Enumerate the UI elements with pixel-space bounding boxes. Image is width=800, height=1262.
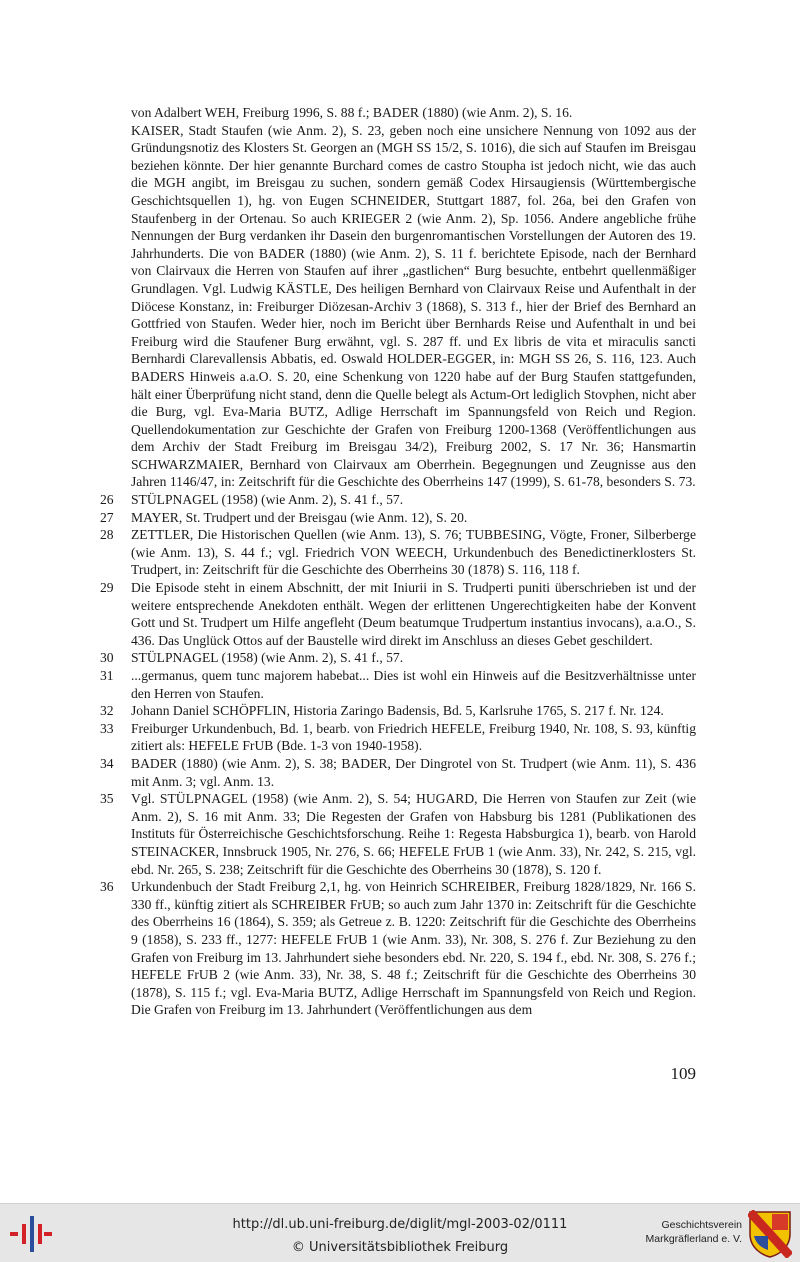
- footnote-36: [100, 878, 696, 1019]
- footnote-33: [100, 720, 696, 755]
- footnotes-block: [100, 104, 696, 1019]
- footnote-number: 34: [100, 755, 114, 771]
- footnote-number: 28: [100, 527, 114, 543]
- society-name-line2: Markgräflerland e. V.: [645, 1233, 742, 1245]
- footnote-number: 26: [100, 492, 114, 508]
- footnote-text: ZETTLER, Die Historischen Quellen (wie Anm. 13), S. 76; TUBBESING, Vögte, Froner, Silberberge (wie Anm. 13), S. 44 f.; vgl. Friedrich VON WEECH, Urkundenbuch des Benedictinerklosters St. Trudpert, in: Zeitschrift für die Geschichte des Oberrheins 30 (1878) S. 116, 118 f.: [131, 527, 696, 578]
- footnote-text: Vgl. STÜLPNAGEL (1958) (wie Anm. 2), S. 54; HUGARD, Die Herren von Staufen zur Zeit (wie Anm. 2), S. 16 mit Anm. 33; Die Regesten der Grafen von Habsburg bis 1281 (Publikationen des Instituts für Österreichische Geschichtsforschung. Reihe 1: Regesta Habsburgica 1), bearb. von Harold STEINACKER, Innsbruck 1905, Nr. 276, S. 66; HEFELE FrUB 1 (wie Anm. 33), Nr. 242, S. 215, vgl. ebd. Nr. 265, S. 238; Zeitschrift für die Geschichte des Oberrheins 30 (1878), S. 120 f.: [131, 791, 696, 877]
- footnote-number: 32: [100, 703, 114, 719]
- footnote-number: 31: [100, 668, 114, 683]
- footnote-text: MAYER, St. Trudpert und der Breisgau (wie Anm. 12), S. 20.: [131, 509, 468, 525]
- footnote-text: Urkundenbuch der Stadt Freiburg 2,1, hg. von Heinrich SCHREIBER, Freiburg 1828/1829, Nr. 166 S. 330 ff., künftig zitiert als SCHREIBER FrUB; so auch zum Jahr 1370 in: Zeitschrift für die Geschichte des Oberrheins 16 (1864), S. 359; als Getreue z. B. 1220: Zeitschrift für die Geschichte des Oberrheins 9 (1858), S. 233 ff., 1277: HEFELE FrUB 1 (wie Anm. 33), Nr. 308, S. 276 f. Zur Beziehung zu den Grafen von Freiburg im 13. Jahrhundert siehe besonders ebd. Nr. 220, S. 194 f., ebd. Nr. 308, S. 276 f.; HEFELE FrUB 2 (wie Anm. 33), Nr. 38, S. 48 f.; Zeitschrift für die Geschichte des Oberrheins 30 (1878), S. 115 f.; vgl. Eva-Maria BUTZ, Adlige Herrschaft im Spannungsfeld von Reich und Region. Die Grafen von Freiburg im 13. Jahrhundert (Veröffentlichungen aus dem: [131, 879, 696, 1018]
- footnote-text: Johann Daniel SCHÖPFLIN, Historia Zaringo Badensis, Bd. 5, Karlsruhe 1765, S. 217 f. Nr. 124.: [131, 703, 664, 719]
- page-number: 109: [670, 1064, 696, 1083]
- copyright-text: © Universitätsbibliothek Freiburg: [291, 1240, 509, 1255]
- coat-of-arms-icon[interactable]: [748, 1210, 792, 1258]
- footnote-28: [100, 526, 696, 579]
- footnote-32: [100, 702, 696, 720]
- footnote-number: 30: [100, 650, 114, 666]
- ub-freiburg-logo-icon[interactable]: [10, 1214, 52, 1254]
- footnote-number: 35: [100, 791, 114, 807]
- footnote-continuation-paragraph: KAISER, Stadt Staufen (wie Anm. 2), S. 23, geben noch eine unsichere Nennung von 1092 aus der Gründungsnotiz des Klosters St. Georgen an (MGH SS 15/2, S. 1016), die sich auf Staufen im Breisgau beziehen könnte. Der hier genannte Burchard comes de castro Stoupha ist jedoch nicht, wie das auch die MGH angibt, im Breisgau zu suchen, sondern gemäß Codex Hirsaugiensis (Württembergische Geschichtsquellen 1), hg. von Eugen SCHNEIDER, Stuttgart 1887, fol. 26a, bei den Grafen von Staufenberg in der Ortenau. So auch KRIEGER 2 (wie Anm. 2), Sp. 1056. Andere angebliche frühe Nennungen der Burg verdanken ihr Dasein den burgenromantischen Vorstellungen der Autoren des 19. Jahrhunderts. Die von BADER (1880) (wie Anm. 2), S. 11 f. berichtete Episode, nach der Bernhard von Clairvaux die Herren von Staufen auf ihrer „gastlichen“ Burg besuchte, entbehrt quellenmäßiger Grundlagen. Vgl. Ludwig KÄSTLE, Des heiligen Bernhard von Clairvaux Reise und Aufenthalt in der Diöcese Konstanz, in: Freiburger Diözesan-Archiv 3 (1868), S. 313 f., hier der Brief des Bernhard an Gottfried von Staufen. Weder hier, noch im Bericht über Bernhards Reise und Aufenthalt in und bei Freiburg wird die Staufener Burg erwähnt, vgl. S. 287 ff. und Ex libris de vita et miraculis sancti Bernhardi Clarevallensis Abbatis, ed. Oswald HOLDER-EGGER, in: MGH SS 26, S. 116, 123. Auch BADERS Hinweis a.a.O. S. 20, eine Schenkung von 1220 habe auf der Burg Staufen stattgefunden, hält einer Überprüfung nicht stand, denn die Quelle belegt als Actum-Ort lediglich Stovphen, nicht aber die Burg, vgl. Eva-Maria BUTZ, Adlige Herrschaft im Spannungsfeld von Reich und Region. Quellendokumentation zur Geschichte der Grafen von Freiburg 1200-1368 (Veröffentlichungen aus dem Archiv der Stadt Freiburg im Breisgau 34/2), Freiburg 2002, S. 17 Nr. 36; Hansmartin SCHWARZMAIER, Bernhard von Clairvaux am Oberrhein. Begegnungen und Zeugnisse aus den Jahren 1146/47, in: Zeitschrift für die Geschichte des Oberrheins 147 (1999), S. 61-78, besonders S. 73.: [131, 122, 696, 490]
- footnote-26: [100, 491, 696, 509]
- footnote-text: ...germanus, quem tunc majorem habebat... Dies ist wohl ein Hinweis auf die Besitzverhältnisse unter den Herren von Staufen.: [131, 668, 696, 701]
- footnote-text: STÜLPNAGEL (1958) (wie Anm. 2), S. 41 f., 57.: [131, 492, 404, 508]
- footnote-text: BADER (1880) (wie Anm. 2), S. 38; BADER, Der Dingrotel von St. Trudpert (wie Anm. 11), S. 436 mit Anm. 3; vgl. Anm. 13.: [131, 755, 696, 789]
- footnote-29: [100, 579, 696, 649]
- footnote-35: [100, 790, 696, 878]
- footnote-30: [100, 649, 696, 667]
- footnote-text: STÜLPNAGEL (1958) (wie Anm. 2), S. 41 f., 57.: [131, 650, 404, 666]
- footnote-31: [100, 667, 696, 702]
- footnote-text: Freiburger Urkundenbuch, Bd. 1, bearb. von Friedrich HEFELE, Freiburg 1940, Nr. 108, S. 93, künftig zitiert als: HEFELE FrUB (Bde. 1-3 von 1940-1958).: [131, 720, 696, 754]
- document-url-link[interactable]: http://dl.ub.uni-freiburg.de/diglit/mgl-2003-02/0111: [232, 1217, 568, 1232]
- footnote-number: 33: [100, 720, 114, 736]
- footnote-number: 27: [100, 509, 114, 525]
- society-name[interactable]: [646, 1218, 743, 1246]
- footnote-text: Die Episode steht in einem Abschnitt, der mit Iniurii in S. Trudperti puniti überschrieben ist und der weitere entsprechende Anekdoten enthält. Wegen der erlittenen Ungerechtigkeiten habe der Konvent Gott und St. Trudpert um Hilfe angefleht (Deum beatumque Trudpertum instantius invocans), a.a.O., S. 436. Das Unglück Ottos auf der Baustelle wird direkt im Anschluss an dieses Gebet geschildert.: [131, 580, 696, 648]
- footnote-number: 36: [100, 879, 114, 895]
- society-name-line1: Geschichtsverein: [661, 1219, 742, 1231]
- footnote-34: [100, 755, 696, 790]
- viewer-footer: [0, 1203, 800, 1262]
- footnote-continuation-line: von Adalbert WEH, Freiburg 1996, S. 88 f.; BADER (1880) (wie Anm. 2), S. 16.: [131, 105, 573, 120]
- footnote-number: 29: [100, 580, 114, 596]
- footnote-27: [100, 509, 696, 527]
